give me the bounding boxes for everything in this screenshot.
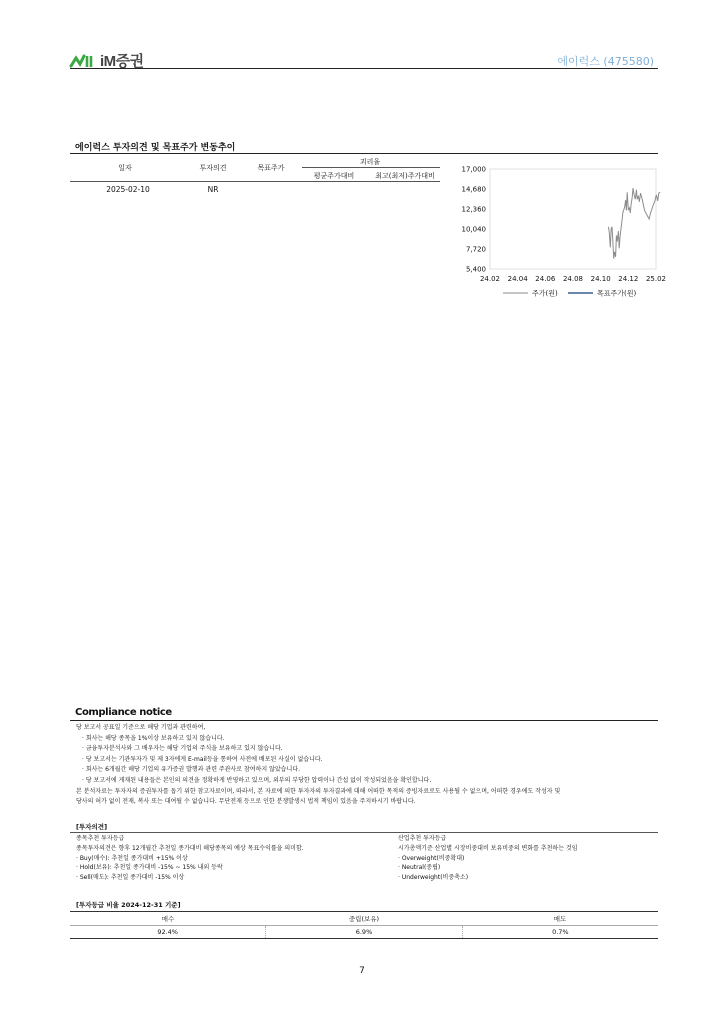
y-tick-label: 12,360 xyxy=(461,205,486,214)
x-tick-label: 25.02 xyxy=(645,275,667,283)
industry-grade-head: 산업추천 투자등급 xyxy=(398,835,447,842)
y-tick-label: 14,680 xyxy=(461,185,486,194)
compliance-text xyxy=(76,723,666,808)
col-divergence: 괴리율 xyxy=(359,158,381,166)
section-divider xyxy=(70,153,658,154)
opinion-section-title: 에이럭스 투자의견 및 목표주가 변동추이 xyxy=(75,143,236,153)
grade-value-hold: 6.9% xyxy=(266,926,462,938)
legend-label-target: 목표주가(원) xyxy=(597,289,637,298)
x-tick-label: 24.08 xyxy=(562,275,584,283)
stock-grade-head: 종목추천 투자등급 xyxy=(76,835,125,842)
grade-head-sell: 매도 xyxy=(553,915,567,923)
grade-head-buy: 매수 xyxy=(161,915,175,923)
y-tick-label: 10,040 xyxy=(461,225,486,234)
compliance-divider xyxy=(70,720,658,721)
logo-text: iM증권 xyxy=(100,53,144,70)
y-tick-label: 7,720 xyxy=(465,245,486,254)
row-opinion: NR xyxy=(207,185,219,194)
compliance-line: 본 분석자료는 투자자의 증권투자를 돕기 위한 참고자료이며, 따라서, 본 자료에 의한 투자자의 투자결과에 대해 어떠한 목적의 증빙자료로도 사용될 수 없으며, 어떠한 경우에도 작성자 및 xyxy=(76,787,561,795)
x-tick-label: 24.02 xyxy=(479,275,501,283)
col-opinion: 투자의견 xyxy=(199,164,227,172)
industry-grade-block xyxy=(398,834,578,883)
x-tick-label: 24.12 xyxy=(618,275,639,283)
x-tick-label: 24.10 xyxy=(590,275,611,283)
col-target: 목표주가 xyxy=(257,164,285,172)
opinion-divider xyxy=(70,832,658,833)
header-divider xyxy=(70,68,658,69)
table-header-rule xyxy=(70,181,440,182)
grade-head-hold: 중립(보유) xyxy=(348,915,380,923)
industry-grade-item: · Underweight(비중축소) xyxy=(398,874,469,882)
divergence-rule xyxy=(302,167,440,168)
grade-ratio-title: [투자등급 비율 2024-12-31 기준] xyxy=(76,901,181,909)
plot-area xyxy=(490,169,656,269)
stock-grade-item: · Sell(매도): 추천일 종가대비 -15% 이상 xyxy=(76,874,185,882)
x-tick-label: 24.06 xyxy=(535,275,556,283)
company-title: 에이럭스 (475580) xyxy=(557,55,654,68)
x-tick-label: 24.04 xyxy=(507,275,528,283)
y-tick-label: 5,400 xyxy=(465,265,486,274)
compliance-line: · 회사는 해당 종목을 1%이상 보유하고 있지 않습니다. xyxy=(82,734,225,742)
grade-value-sell: 0.7% xyxy=(552,928,569,936)
industry-grade-item: · Overweight(비중확대) xyxy=(398,854,465,862)
row-date: 2025-02-10 xyxy=(106,185,150,194)
series-line-price xyxy=(608,188,660,259)
stock-grade-desc: 종목투자의견은 향후 12개월간 추천일 종가대비 해당종목의 예상 목표수익률을 의미함. xyxy=(76,844,304,852)
compliance-line: · 당 보고서는 기관투자가 및 제 3자에게 E-mail등을 통하여 사전에 배포된 사실이 없습니다. xyxy=(82,755,323,763)
industry-grade-item: · Neutral(중립) xyxy=(398,864,441,872)
compliance-title: Compliance notice xyxy=(75,707,172,718)
col-highlow: 최고(최저)주가대비 xyxy=(375,172,435,180)
y-tick-label: 17,000 xyxy=(461,165,486,174)
industry-grade-desc: 시가총액기준 산업별 시장비중대비 보유비중의 변화를 추천하는 것임 xyxy=(398,844,578,852)
grade-ratio-table xyxy=(70,911,658,939)
compliance-line: 당 보고서 공표일 기준으로 해당 기업과 관련하여, xyxy=(76,724,206,731)
compliance-line: · 회사는 6개월간 해당 기업의 유가증권 발행과 관련 주관사로 참여하지 않았습니다. xyxy=(82,766,300,774)
compliance-line: · 금융투자분석사와 그 배우자는 해당 기업의 주식을 보유하고 있지 않습니다. xyxy=(82,745,283,753)
price-chart xyxy=(448,162,667,302)
page-number: 7 xyxy=(359,966,365,976)
grade-value-buy: 92.4% xyxy=(70,926,266,938)
compliance-line: 당사의 허가 없이 전재, 복사 또는 대여될 수 없습니다. 무단전재 등으로 인한 분쟁발생시 법적 책임이 있음을 주지하시기 바랍니다. xyxy=(76,798,416,806)
compliance-line: · 당 보고서에 게재된 내용들은 본인의 의견을 정확하게 반영하고 있으며, 외부의 부당한 압력이나 간섭 없이 작성되었음을 확인합니다. xyxy=(82,776,432,784)
stock-grade-item: · Buy(매수): 추천일 종가대비 +15% 이상 xyxy=(76,854,188,862)
col-avg: 평균주가대비 xyxy=(313,172,355,180)
legend-label-price: 주가(원) xyxy=(532,289,558,298)
im-logo-icon xyxy=(70,52,96,70)
stock-grade-item: · Hold(보유): 추천일 종가대비 -15% ~ 15% 내외 등락 xyxy=(76,864,223,872)
investment-opinion-title: [투자의견] xyxy=(76,823,108,831)
col-date: 일자 xyxy=(118,164,132,172)
stock-grade-block xyxy=(76,834,304,883)
